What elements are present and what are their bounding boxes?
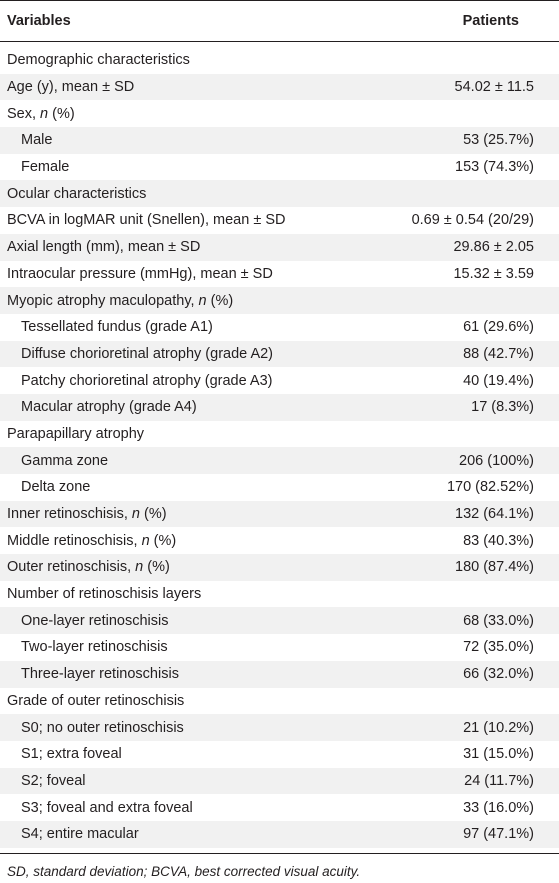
- table-row: [0, 207, 559, 234]
- row-label-italic: n: [40, 105, 49, 122]
- row-label: [0, 453, 108, 469]
- row-label: [0, 106, 75, 122]
- row-label-text: S4; entire macular: [21, 826, 139, 843]
- row-label-text: S2; foveal: [21, 772, 86, 789]
- row-label-text: Macular atrophy (grade A4): [21, 399, 197, 416]
- row-value: 72 (35.0%): [463, 639, 534, 656]
- table-row: [0, 688, 559, 715]
- row-label: [0, 639, 168, 655]
- row-label: [0, 479, 90, 495]
- table-row: [0, 180, 559, 207]
- row-label-text: Grade of outer retinoschisis: [7, 692, 185, 709]
- row-label: [0, 666, 179, 682]
- row-value: 54.02 ± 11.5: [454, 79, 534, 96]
- row-label-text: S0; no outer retinoschisis: [21, 719, 184, 736]
- row-label-text: Axial length (mm), mean ± SD: [7, 239, 201, 256]
- row-label-text: Number of retinoschisis layers: [7, 586, 202, 603]
- row-value: 33 (16.0%): [463, 799, 534, 816]
- table-footnote: SD, standard deviation; BCVA, best corrected visual acuity.: [7, 863, 361, 879]
- row-label-text: Three-layer retinoschisis: [21, 666, 179, 683]
- row-value: 68 (33.0%): [463, 612, 534, 629]
- row-label: [0, 319, 213, 335]
- header-patients: Patients: [462, 13, 519, 29]
- row-value: 29.86 ± 2.05: [453, 239, 534, 256]
- table-row: [0, 261, 559, 288]
- table-row: [0, 314, 559, 341]
- row-value: 53 (25.7%): [463, 132, 534, 149]
- row-label: [0, 826, 139, 842]
- row-label: [0, 426, 144, 442]
- row-label-text: Tessellated fundus (grade A1): [21, 319, 213, 336]
- row-label-text: Delta zone: [21, 479, 91, 496]
- table-row: [0, 287, 559, 314]
- row-label: [0, 613, 168, 629]
- table-row: [0, 367, 559, 394]
- row-label-text: Inner retinoschisis,: [7, 506, 132, 523]
- row-label: [0, 266, 273, 282]
- table-row: [0, 74, 559, 101]
- row-label-text: Parapapillary atrophy: [7, 425, 145, 442]
- table-row: [0, 234, 559, 261]
- row-value: 153 (74.3%): [455, 159, 534, 176]
- table-row: [0, 394, 559, 421]
- row-label-text: Two-layer retinoschisis: [21, 639, 168, 656]
- row-value: 21 (10.2%): [463, 719, 534, 736]
- row-label-text: Intraocular pressure (mmHg), mean ± SD: [7, 265, 273, 282]
- table-row: [0, 794, 559, 821]
- row-label: [0, 559, 170, 575]
- row-label: [0, 132, 52, 148]
- row-label-text: Gamma zone: [21, 452, 109, 469]
- table-header: [0, 1, 559, 41]
- table-row: [0, 607, 559, 634]
- row-value: 170 (82.52%): [446, 479, 534, 496]
- table-row: [0, 341, 559, 368]
- table-row: [0, 474, 559, 501]
- row-label-text: Ocular characteristics: [7, 185, 147, 202]
- table-row: [0, 634, 559, 661]
- table-row: [0, 661, 559, 688]
- row-label-text: BCVA in logMAR unit (Snellen), mean ± SD: [7, 212, 286, 229]
- row-label: [0, 293, 233, 309]
- row-label: [0, 746, 122, 762]
- table-row: [0, 741, 559, 768]
- row-label: [0, 186, 146, 202]
- row-label: [0, 800, 193, 816]
- row-value: 0.69 ± 0.54 (20/29): [411, 212, 534, 229]
- row-value: 66 (32.0%): [463, 666, 534, 683]
- row-label-suffix: (%): [140, 506, 167, 523]
- table-row: [0, 127, 559, 154]
- row-label: [0, 720, 184, 736]
- row-value: 24 (11.7%): [464, 772, 534, 789]
- row-label-italic: n: [198, 292, 207, 309]
- table-row: [0, 554, 559, 581]
- row-value: 17 (8.3%): [471, 399, 534, 416]
- row-label: [0, 399, 197, 415]
- table-row: [0, 47, 559, 74]
- row-label-text: Demographic characteristics: [7, 52, 190, 69]
- row-label-suffix: (%): [48, 105, 75, 122]
- table-row: [0, 100, 559, 127]
- row-label-suffix: (%): [206, 292, 234, 309]
- row-label-text: Middle retinoschisis,: [7, 532, 142, 549]
- table-row: [0, 447, 559, 474]
- row-label-text: Outer retinoschisis,: [7, 559, 136, 576]
- row-label: [0, 506, 167, 522]
- row-value: 83 (40.3%): [463, 532, 534, 549]
- row-label-italic: n: [135, 559, 144, 576]
- row-value: 61 (29.6%): [463, 319, 534, 336]
- row-label-text: Sex,: [7, 105, 41, 122]
- table-row: [0, 421, 559, 448]
- table-row: [0, 527, 559, 554]
- row-label-italic: n: [141, 532, 150, 549]
- row-label: [0, 159, 69, 175]
- row-value: 15.32 ± 3.59: [453, 265, 534, 282]
- table-body: [0, 47, 559, 848]
- row-label-suffix: (%): [143, 559, 170, 576]
- row-label: [0, 212, 285, 228]
- table-row: [0, 501, 559, 528]
- row-label-text: Age (y), mean ± SD: [7, 79, 135, 96]
- row-label-text: S3; foveal and extra foveal: [21, 799, 193, 816]
- row-label-text: Female: [21, 159, 70, 176]
- row-label: [0, 586, 201, 602]
- row-label: [0, 346, 273, 362]
- row-label: [0, 773, 86, 789]
- table-row: [0, 821, 559, 848]
- row-value: 31 (15.0%): [463, 746, 534, 763]
- row-label-text: Diffuse chorioretinal atrophy (grade A2): [21, 345, 274, 362]
- row-value: 180 (87.4%): [455, 559, 534, 576]
- row-value: 97 (47.1%): [463, 826, 534, 843]
- row-label-italic: n: [131, 506, 140, 523]
- table-row: [0, 768, 559, 795]
- row-label-text: Patchy chorioretinal atrophy (grade A3): [21, 372, 273, 389]
- table-row: [0, 154, 559, 181]
- table-row: [0, 714, 559, 741]
- row-label-text: One-layer retinoschisis: [21, 612, 169, 629]
- row-label: [0, 533, 176, 549]
- row-value: 88 (42.7%): [463, 345, 534, 362]
- row-label: [0, 239, 200, 255]
- row-value: 206 (100%): [459, 452, 534, 469]
- row-label-suffix: (%): [149, 532, 177, 549]
- row-label-text: S1; extra foveal: [21, 746, 122, 763]
- row-value: 40 (19.4%): [463, 372, 534, 389]
- header-variables: Variables: [7, 13, 71, 29]
- row-label: [0, 79, 134, 95]
- table-row: [0, 581, 559, 608]
- row-value: 132 (64.1%): [455, 506, 534, 523]
- row-label: [0, 373, 272, 389]
- row-label-text: Male: [21, 132, 53, 149]
- row-label-text: Myopic atrophy maculopathy,: [7, 292, 199, 309]
- row-label: [0, 52, 190, 68]
- row-label: [0, 693, 184, 709]
